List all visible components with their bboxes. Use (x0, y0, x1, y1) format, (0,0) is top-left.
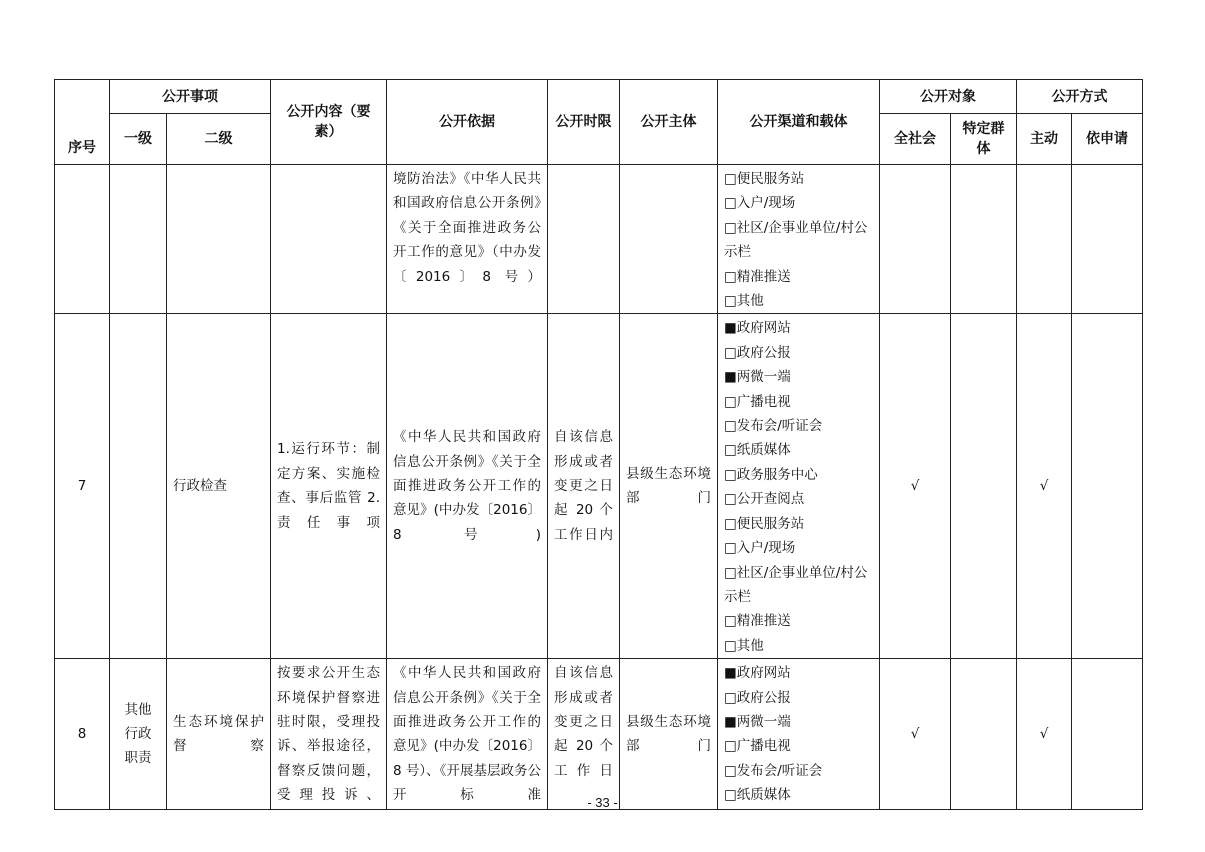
header-item-group: 公开事项 (110, 80, 271, 114)
cell-basis-text: 《中华人民共和国政府信息公开条例》《关于全面推进政务公开工作的意见》(中办发〔2016〕8 号）、《开展基层政务公开标准 (393, 665, 541, 804)
cell-active: √ (1017, 314, 1072, 659)
disclosure-table (54, 79, 1143, 810)
cell-subject: 县级生态环境部门 (620, 659, 718, 810)
channel-item: □社区/企事业单位/村公示栏 (724, 564, 868, 605)
channel-item: □政府公报 (724, 344, 791, 361)
cell-time-limit (548, 165, 620, 314)
cell-society (880, 165, 951, 314)
header-channel: 公开渠道和载体 (718, 80, 880, 165)
cell-no: 8 (55, 659, 110, 810)
channel-item: □其他 (724, 637, 764, 654)
channel-item: □政务服务中心 (724, 466, 818, 483)
cell-content-text: 按要求公开生态环境保护督察进驻时限，受理投诉、举报途径，督察反馈问题，受理投诉、 (277, 665, 380, 804)
channel-item: ■政府网站 (724, 320, 791, 337)
channel-item: □入户/现场 (724, 540, 796, 557)
header-basis: 公开依据 (387, 80, 548, 165)
cell-level2: 生态环境保护督察 (167, 659, 271, 810)
cell-apply (1072, 314, 1143, 659)
table-row (55, 165, 1143, 314)
channel-item: ■两微一端 (724, 369, 791, 386)
header-specific: 特定群体 (951, 114, 1017, 165)
cell-subject (620, 165, 718, 314)
channel-item: □纸质媒体 (724, 442, 791, 459)
header-level2: 二级 (167, 114, 271, 165)
cell-level1 (110, 314, 167, 659)
cell-channels (718, 659, 880, 810)
header-no: 序号 (55, 80, 110, 165)
channel-item: □公开查阅点 (724, 491, 805, 508)
cell-society: √ (880, 659, 951, 810)
cell-no: 7 (55, 314, 110, 659)
cell-specific (951, 659, 1017, 810)
cell-content (271, 165, 387, 314)
header-method-group: 公开方式 (1017, 80, 1143, 114)
cell-basis: 《中华人民共和国政府信息公开条例》《关于全面推进政务公开工作的意见》(中办发〔2016〕8 号) (387, 314, 548, 659)
channel-item: □便民服务站 (724, 515, 805, 532)
header-time-limit: 公开时限 (548, 80, 620, 165)
channel-item: □入户/现场 (724, 195, 796, 212)
cell-time-limit (548, 659, 620, 810)
channel-item: □纸质媒体 (724, 787, 791, 804)
cell-level1: 其他行政职责 (110, 659, 167, 810)
cell-content: 1.运行环节：制定方案、实施检查、事后监管 2.责任事项 (271, 314, 387, 659)
cell-specific (951, 165, 1017, 314)
cell-basis: 境防治法》《中华人民共和国政府信息公开条例》《关于全面推进政务公开工作的意见》（中办发〔2016〕8 号） (387, 165, 548, 314)
header-active: 主动 (1017, 114, 1072, 165)
page-number: - 33 - (587, 795, 618, 810)
channel-item: ■政府网站 (724, 665, 791, 682)
table-row (55, 314, 1143, 659)
channel-item: □社区/企事业单位/村公示栏 (724, 219, 868, 261)
cell-active: √ (1017, 659, 1072, 810)
header-level1: 一级 (110, 114, 167, 165)
channel-item: □便民服务站 (724, 171, 805, 187)
cell-time-limit-text: 自该信息形成或者变更之日起 20 个工作日 (554, 665, 613, 779)
channel-item: □其他 (724, 293, 764, 310)
cell-specific (951, 314, 1017, 659)
cell-time-limit: 自该信息形成或者变更之日起 20 个工作日内 (548, 314, 620, 659)
table-row (55, 659, 1143, 810)
header-society: 全社会 (880, 114, 951, 165)
cell-channels (718, 314, 880, 659)
channel-item: ■两微一端 (724, 713, 791, 730)
cell-apply (1072, 165, 1143, 314)
cell-level2 (167, 165, 271, 314)
channel-item: □广播电视 (724, 393, 791, 410)
channel-item: □广播电视 (724, 738, 791, 755)
cell-active (1017, 165, 1072, 314)
channel-item: □发布会/听证会 (724, 418, 823, 435)
header-content: 公开内容（要素） (271, 80, 387, 165)
cell-content (271, 659, 387, 810)
cell-subject: 县级生态环境部门 (620, 314, 718, 659)
cell-level2: 行政检查 (167, 314, 271, 659)
cell-no (55, 165, 110, 314)
header-target-group: 公开对象 (880, 80, 1017, 114)
cell-society: √ (880, 314, 951, 659)
cell-level1 (110, 165, 167, 314)
channel-item: □精准推送 (724, 613, 791, 630)
cell-apply (1072, 659, 1143, 810)
cell-channels (718, 165, 880, 314)
channel-item: □发布会/听证会 (724, 762, 823, 779)
channel-item: □政府公报 (724, 689, 791, 706)
cell-basis (387, 659, 548, 810)
channel-item: □精准推送 (724, 268, 791, 285)
header-subject: 公开主体 (620, 80, 718, 165)
header-apply: 依申请 (1072, 114, 1143, 165)
